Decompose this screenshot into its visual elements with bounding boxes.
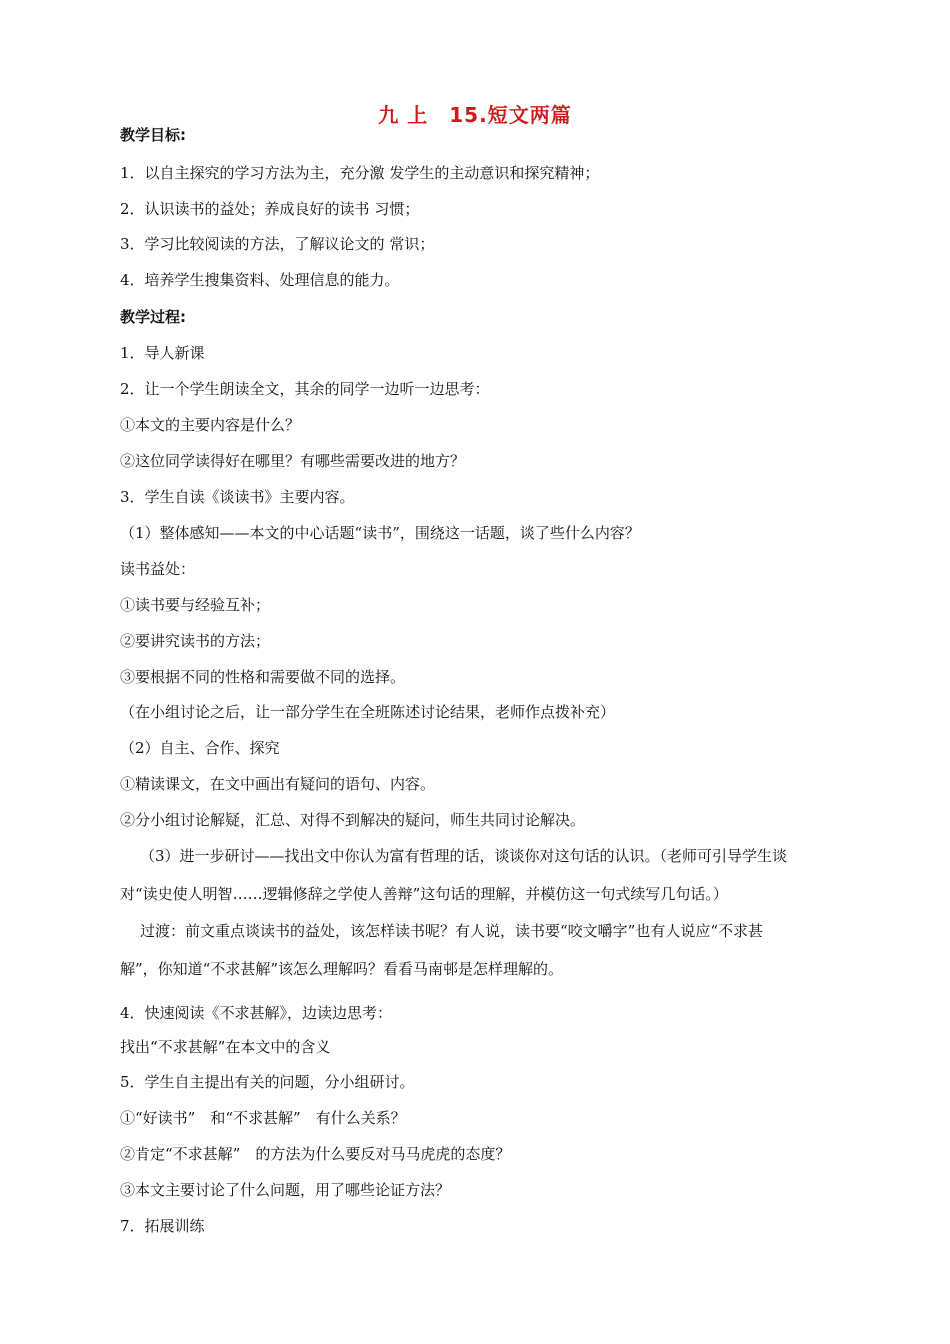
process-line: ①“好读书” 和“不求甚解” 有什么关系？ [120,1109,406,1127]
process-line: 2．让一个学生朗读全文，其余的同学一边听一边思考： [120,380,490,398]
process-line: 1．导人新课 [120,344,205,362]
process-line: 解”，你知道“不求甚解”该怎么理解吗？看看马南邨是怎样理解的。 [120,960,564,978]
process-line: ②肯定“不求甚解” 的方法为什么要反对马马虎虎的态度？ [120,1145,511,1163]
process-line: 7．拓展训练 [120,1217,205,1235]
process-line: 对“读史使人明智……逻辑修辞之学使人善辩”这句话的理解，并模仿这一句式续写几句话。） [120,885,728,903]
process-heading: 教学过程: [120,308,186,326]
process-line: ③本文主要讨论了什么问题，用了哪些论证方法？ [120,1181,451,1199]
process-line: 找出“不求甚解”在本文中的含义 [120,1038,331,1056]
process-line: 3．学生自读《谈读书》主要内容。 [120,488,355,506]
page-title: 九 上 15.短文两篇 [378,103,572,127]
process-line: ③要根据不同的性格和需要做不同的选择。 [120,668,406,686]
process-line: 4．快速阅读《不求甚解》，边读边思考： [120,1004,393,1022]
process-line: ②分小组讨论解疑，汇总、对得不到解决的疑问，师生共同讨论解决。 [120,811,586,829]
process-line: ②这位同学读得好在哪里？有哪些需要改进的地方？ [120,452,466,470]
process-line: 过渡：前文重点谈读书的益处，该怎样读书呢？有人说，读书要“咬文嚼字”也有人说应“不求甚 [140,922,764,940]
goal-item: 2．认识读书的益处；养成良好的读书 习惯； [120,200,420,218]
process-line: ①读书要与经验互补； [120,596,271,614]
process-line: （3）进一步研讨——找出文中你认为富有哲理的话，谈谈你对这句话的认识。（老师可引导学生谈 [140,847,788,865]
process-line: 5．学生自主提出有关的问题，分小组研讨。 [120,1073,415,1091]
process-line: （1）整体感知——本文的中心话题“读书”，围绕这一话题，谈了些什么内容？ [120,524,640,542]
process-line: （在小组讨论之后，让一部分学生在全班陈述讨论结果，老师作点拨补充） [120,703,616,721]
goal-item: 1．以自主探究的学习方法为主，充分激 发学生的主动意识和探究精神； [120,164,600,182]
process-line: 读书益处： [120,560,196,578]
goal-item: 3．学习比较阅读的方法，了解议论文的 常识； [120,235,435,253]
process-line: （2）自主、合作、探究 [120,739,280,757]
process-line: ②要讲究读书的方法； [120,632,271,650]
process-line: ①本文的主要内容是什么？ [120,416,301,434]
goal-item: 4．培养学生搜集资料、处理信息的能力。 [120,271,400,289]
goals-heading: 教学目标: [120,126,186,144]
process-line: ①精读课文，在文中画出有疑问的语句、内容。 [120,775,436,793]
